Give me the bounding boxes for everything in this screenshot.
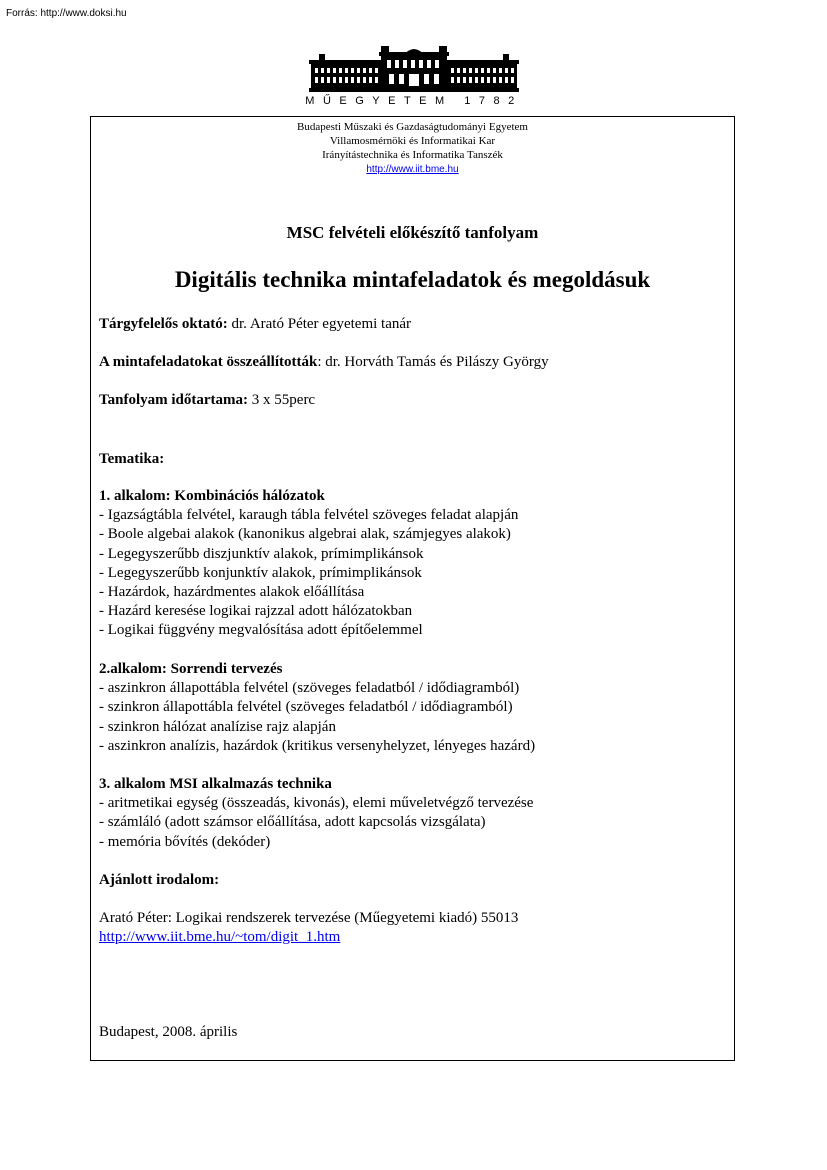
institution-name: Budapesti Műszaki és Gazdaságtudományi Egyetem	[297, 121, 528, 133]
literature-book: Arató Péter: Logikai rendszerek tervezése (Műegyetemi kiadó) 55013	[99, 910, 519, 926]
session-2	[99, 660, 535, 756]
instructor-value: dr. Arató Péter egyetemi tanár	[227, 316, 412, 332]
list-item: - aszinkron analízis, hazárdok (kritikus versenyhelyzet, lényeges hazárd)	[99, 737, 536, 754]
course-title: MSC felvételi előkészítő tanfolyam	[286, 223, 539, 242]
university-building-icon	[305, 44, 523, 94]
session-3	[99, 775, 533, 852]
compilers-value: : dr. Horváth Tamás és Pilászy György	[317, 354, 549, 370]
instructor-line	[99, 315, 411, 334]
document-title: Digitális technika mintafeladatok és megoldásuk	[174, 267, 651, 292]
department-link[interactable]: http://www.iit.bme.hu	[366, 164, 459, 175]
department-name: Irányítástechnika és Informatika Tanszék	[322, 149, 503, 161]
place-date: Budapest, 2008. április	[99, 1024, 238, 1040]
source-note: Forrás: http://www.doksi.hu	[6, 8, 127, 19]
list-item: - aritmetikai egység (összeadás, kivonás), elemi műveletvégző tervezése	[99, 795, 534, 812]
university-logo	[305, 44, 523, 110]
instructor-label: Tárgyfelelős oktató:	[99, 316, 228, 332]
faculty-name: Villamosmérnöki és Informatikai Kar	[329, 135, 496, 147]
duration-line	[99, 391, 315, 410]
list-item: - Logikai függvény megvalósítása adott építőelemmel	[99, 622, 423, 639]
list-item: - Legegyszerűbb diszjunktív alakok, prímimplikánsok	[99, 545, 424, 562]
list-item: - aszinkron állapottábla felvétel (szöveges feladatból / idődiagramból)	[99, 680, 520, 697]
list-item: - szinkron állapottábla felvétel (szöveges feladatból / idődiagramból)	[99, 699, 513, 716]
list-item: - számláló (adott számsor előállítása, adott kapcsolás vizsgálata)	[99, 814, 486, 831]
compilers-label: A mintafeladatokat összeállították	[99, 354, 318, 370]
list-item: - Boole algebai alakok (kanonikus algebrai alak, számjegyes alakok)	[99, 526, 511, 543]
literature-heading: Ajánlott irodalom:	[99, 872, 220, 888]
document-frame	[90, 116, 735, 1061]
logo-text: MŰEGYETEM 1782	[305, 95, 523, 107]
list-item: - Hazárd keresése logikai rajzzal adott hálózatokban	[99, 603, 413, 620]
list-item: - Igazságtábla felvétel, karaugh tábla felvétel szöveges feladat alapján	[99, 507, 519, 524]
list-item: - Legegyszerűbb konjunktív alakok, prímimplikánsok	[99, 564, 422, 581]
session-title: 1. alkalom: Kombinációs hálózatok	[99, 488, 325, 504]
compilers-line	[99, 353, 549, 372]
duration-value: 3 x 55perc	[248, 392, 316, 408]
literature-link[interactable]: http://www.iit.bme.hu/~tom/digit_1.htm	[99, 929, 341, 945]
list-item: - memória bővítés (dekóder)	[99, 833, 271, 850]
session-1	[99, 487, 518, 641]
list-item: - Hazárdok, hazárdmentes alakok előállítása	[99, 584, 365, 601]
session-title: 3. alkalom MSI alkalmazás technika	[99, 776, 332, 792]
duration-label: Tanfolyam időtartama:	[99, 392, 249, 408]
session-title: 2.alkalom: Sorrendi tervezés	[99, 661, 283, 677]
list-item: - szinkron hálózat analízise rajz alapján	[99, 718, 336, 735]
tematika-heading: Tematika:	[99, 451, 165, 467]
